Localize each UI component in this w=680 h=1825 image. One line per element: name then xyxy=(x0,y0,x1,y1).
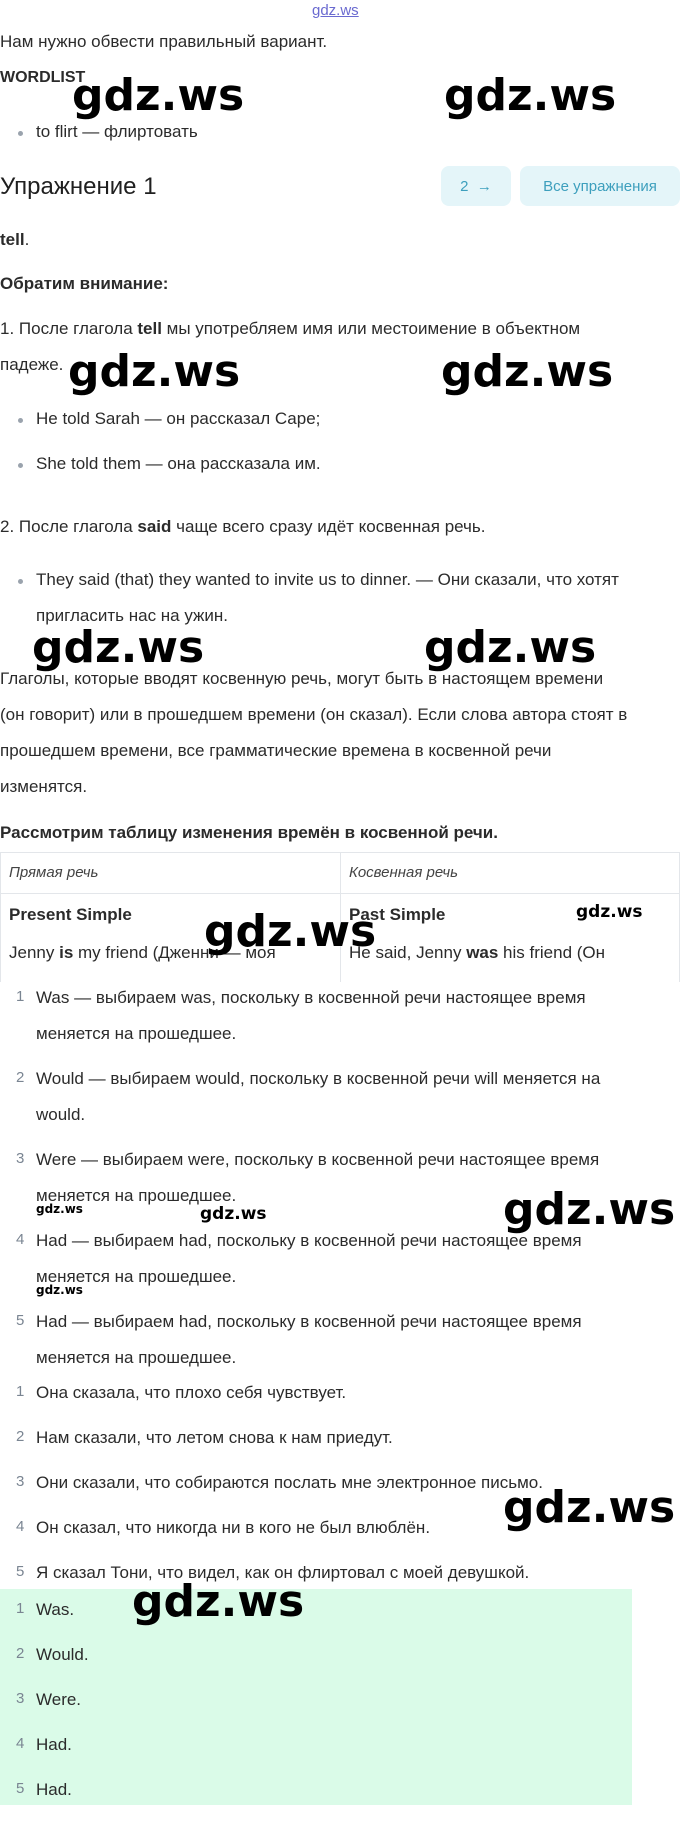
all-exercises-button[interactable]: Все упражнения xyxy=(520,166,680,206)
item-number: 2 xyxy=(16,1428,25,1445)
list-item xyxy=(0,1069,680,1150)
table-header-indirect: Косвенная речь xyxy=(340,852,680,894)
rule1-suffix: мы употребляем имя или местоимение в объектном xyxy=(161,319,581,338)
bullet-dot xyxy=(18,463,23,468)
item-number: 5 xyxy=(16,1563,25,1580)
rule2-prefix: 2. После глагола xyxy=(0,517,138,536)
item-text: Они сказали, что собираются послать мне электронное письмо. xyxy=(36,1473,543,1492)
watermark: gdz.ws xyxy=(72,70,245,121)
item-line-2: меняется на прошедшее. xyxy=(36,1348,237,1367)
watermark: gdz.ws xyxy=(36,1202,83,1216)
text-fragment: my friend (Дженни — моя xyxy=(73,943,276,962)
item-text: Она сказала, что плохо себя чувствует. xyxy=(36,1383,347,1402)
table-header-direct: Прямая речь xyxy=(0,852,341,894)
item-number: 3 xyxy=(16,1473,25,1490)
rule1-line1 xyxy=(0,319,580,339)
item-number: 4 xyxy=(16,1518,25,1535)
rule1-example-1: He told Sarah — он рассказал Саре; xyxy=(36,409,321,428)
item-text: Я сказал Тони, что видел, как он флиртовал с моей девушкой. xyxy=(36,1563,530,1582)
item-text: Was. xyxy=(36,1600,75,1619)
list-item xyxy=(0,1312,680,1384)
item-number: 2 xyxy=(16,1645,25,1662)
final-answers-list xyxy=(0,1600,632,1825)
item-text: Had. xyxy=(36,1735,72,1754)
watermark: gdz.ws xyxy=(503,1482,676,1533)
text-fragment: Jenny xyxy=(9,943,60,962)
next-exercise-button[interactable] xyxy=(441,166,511,206)
watermark: gdz.ws xyxy=(32,622,205,673)
wordlist-item: to flirt — флиртовать xyxy=(36,122,198,141)
list-item xyxy=(0,988,680,1069)
item-text: Were. xyxy=(36,1690,82,1709)
list-item xyxy=(0,1428,680,1473)
item-number: 3 xyxy=(16,1150,25,1167)
item-text: Had. xyxy=(36,1780,72,1799)
rule2-example-line2: пригласить нас на ужин. xyxy=(36,606,229,625)
item-number: 4 xyxy=(16,1231,25,1248)
table-row1-indirect: Past Simple xyxy=(349,905,446,924)
list-item xyxy=(0,1231,680,1312)
intro-text: Нам нужно обвести правильный вариант. xyxy=(0,32,328,51)
watermark: gdz.ws xyxy=(132,1576,305,1627)
table-row2-indirect xyxy=(349,943,671,963)
rule1-line2: падеже. xyxy=(0,355,64,374)
watermark: gdz.ws xyxy=(68,346,241,397)
tell-heading xyxy=(0,230,29,250)
watermark: gdz.ws xyxy=(441,346,614,397)
list-item xyxy=(0,1780,632,1825)
list-item xyxy=(0,1735,632,1780)
item-line-2: меняется на прошедшее. xyxy=(36,1267,237,1286)
attention-title: Обратим внимание: xyxy=(0,274,169,293)
item-text: Would. xyxy=(36,1645,89,1664)
table-intro: Рассмотрим таблицу изменения времён в косвенной речи. xyxy=(0,823,498,842)
paragraph-line-3: прошедшем времени, все грамматические времена в косвенной речи xyxy=(0,741,552,760)
table-row1-direct: Present Simple xyxy=(9,905,132,924)
rule2-line xyxy=(0,517,485,537)
item-number: 2 xyxy=(16,1069,25,1086)
item-text: Нам сказали, что летом снова к нам приедут. xyxy=(36,1428,393,1447)
item-number: 3 xyxy=(16,1690,25,1707)
paragraph-line-1: Глаголы, которые вводят косвенную речь, могут быть в настоящем времени xyxy=(0,669,604,688)
wordlist-title: WORDLIST xyxy=(0,69,86,86)
rule1-example-2: She told them — она рассказала им. xyxy=(36,454,321,473)
exercise-title: Упражнение 1 xyxy=(0,173,157,200)
item-number: 1 xyxy=(16,1383,25,1400)
item-line-2: меняется на прошедшее. xyxy=(36,1186,237,1205)
list-item xyxy=(0,1690,632,1735)
item-number: 1 xyxy=(16,988,25,1005)
item-line-1: Had — выбираем had, поскольку в косвенной речи настоящее время xyxy=(36,1312,582,1331)
text-fragment: He said, Jenny xyxy=(349,943,467,962)
item-number: 4 xyxy=(16,1735,25,1752)
watermark: gdz.ws xyxy=(576,902,643,922)
list-item xyxy=(0,1383,680,1428)
list-item xyxy=(0,1645,632,1690)
item-number: 5 xyxy=(16,1312,25,1329)
item-text: Он сказал, что никогда ни в кого не был влюблён. xyxy=(36,1518,431,1537)
bullet-dot xyxy=(18,131,23,136)
item-line-1: Were — выбираем were, поскольку в косвенной речи настоящее время xyxy=(36,1150,600,1169)
tell-word: tell xyxy=(0,230,25,249)
item-line-1: Had — выбираем had, поскольку в косвенной речи настоящее время xyxy=(36,1231,582,1250)
item-number: 1 xyxy=(16,1600,25,1617)
watermark: gdz.ws xyxy=(424,622,597,673)
text-fragment-bold: is xyxy=(59,943,74,962)
item-number: 5 xyxy=(16,1780,25,1797)
rule1-keyword: tell xyxy=(137,319,162,338)
tell-dot: . xyxy=(24,230,30,249)
rule2-keyword: said xyxy=(137,517,172,536)
bullet-dot xyxy=(18,418,23,423)
watermark: gdz.ws xyxy=(36,1283,83,1297)
bullet-dot xyxy=(18,579,23,584)
top-watermark[interactable]: gdz.ws xyxy=(312,2,359,19)
watermark: gdz.ws xyxy=(204,906,377,957)
paragraph-line-4: изменятся. xyxy=(0,777,88,796)
rule1-prefix: 1. После глагола xyxy=(0,319,138,338)
rule2-example-line1: They said (that) they wanted to invite us to dinner. — Они сказали, что хотят xyxy=(36,570,619,589)
watermark: gdz.ws xyxy=(444,70,617,121)
item-line-1: Would — выбираем would, поскольку в косвенной речи will меняется на xyxy=(36,1069,601,1088)
arrow-right-icon: → xyxy=(476,177,492,195)
item-line-1: Was — выбираем was, поскольку в косвенной речи настоящее время xyxy=(36,988,586,1007)
text-fragment-bold: was xyxy=(466,943,499,962)
next-exercise-label: 2 xyxy=(460,177,469,195)
rule2-suffix: чаще всего сразу идёт косвенная речь. xyxy=(171,517,486,536)
paragraph-line-2: (он говорит) или в прошедшем времени (он сказал). Если слова автора стоят в xyxy=(0,705,628,724)
text-fragment: his friend (Он xyxy=(498,943,606,962)
watermark: gdz.ws xyxy=(200,1204,267,1224)
list-item xyxy=(0,1600,632,1645)
item-line-2: меняется на прошедшее. xyxy=(36,1024,237,1043)
watermark: gdz.ws xyxy=(503,1184,676,1235)
item-line-2: would. xyxy=(36,1105,86,1124)
